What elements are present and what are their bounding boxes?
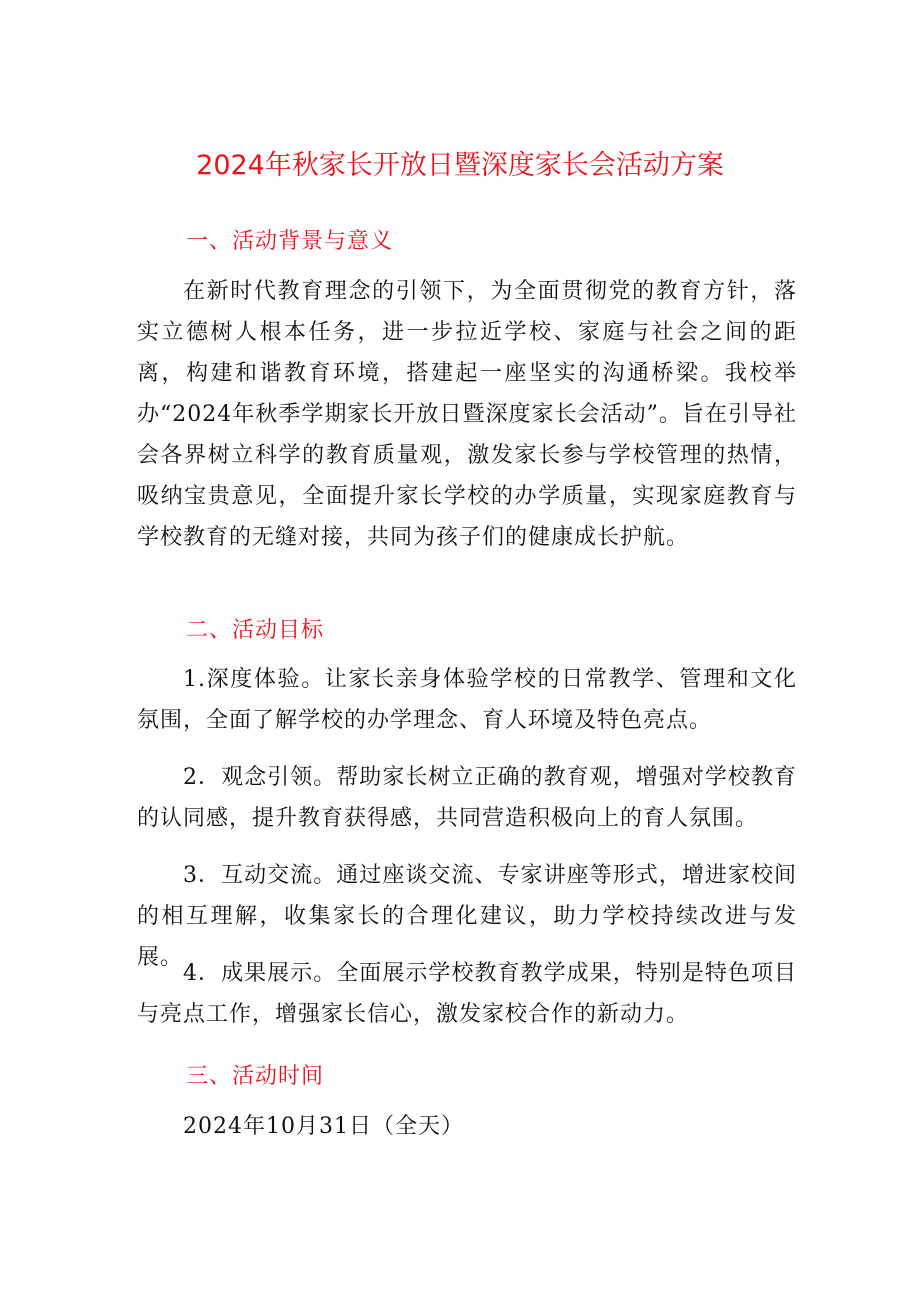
paragraph-goal-1: 1.深度体验。让家长亲身体验学校的日常教学、管理和文化氛围，全面了解学校的办学理念、育人环境及特色亮点。 [137,667,797,733]
document-title: 2024年秋家长开放日暨深度家长会活动方案 [196,150,724,181]
paragraph-goal-2: 2．观念引领。帮助家长树立正确的教育观，增强对学校教育的认同感，提升教育获得感，共同营造积极向上的育人氛围。 [137,765,797,831]
section-heading-time: 三、活动时间 [186,1064,325,1089]
paragraph-background: 在新时代教育理念的引领下，为全面贯彻党的教育方针，落实立德树人根本任务，进一步拉近学校、家庭与社会之间的距离，构建和谐教育环境，搭建起一座坚实的沟通桥梁。我校举办“2024年秋季学期家长开放日暨深度家长会活动”。旨在引导社会各界树立科学的教育质量观，激发家长参与学校管理的热情，吸纳宝贵意见，全面提升家长学校的办学质量，实现家庭教育与学校教育的无缝对接，共同为孩子们的健康成长护航。 [137,279,797,550]
paragraph-goal-4: 4．成果展示。全面展示学校教育教学成果，特别是特色项目与亮点工作，增强家长信心，激发家校合作的新动力。 [137,961,797,1027]
section-heading-goals: 二、活动目标 [186,618,325,643]
paragraph-time: 2024年10月31日（全天） [183,1114,464,1139]
paragraph-goal-3: 3．互动交流。通过座谈交流、专家讲座等形式，增进家校间的相互理解，收集家长的合理化建议，助力学校持续改进与发展。 [137,863,797,970]
section-heading-background: 一、活动背景与意义 [186,229,394,254]
